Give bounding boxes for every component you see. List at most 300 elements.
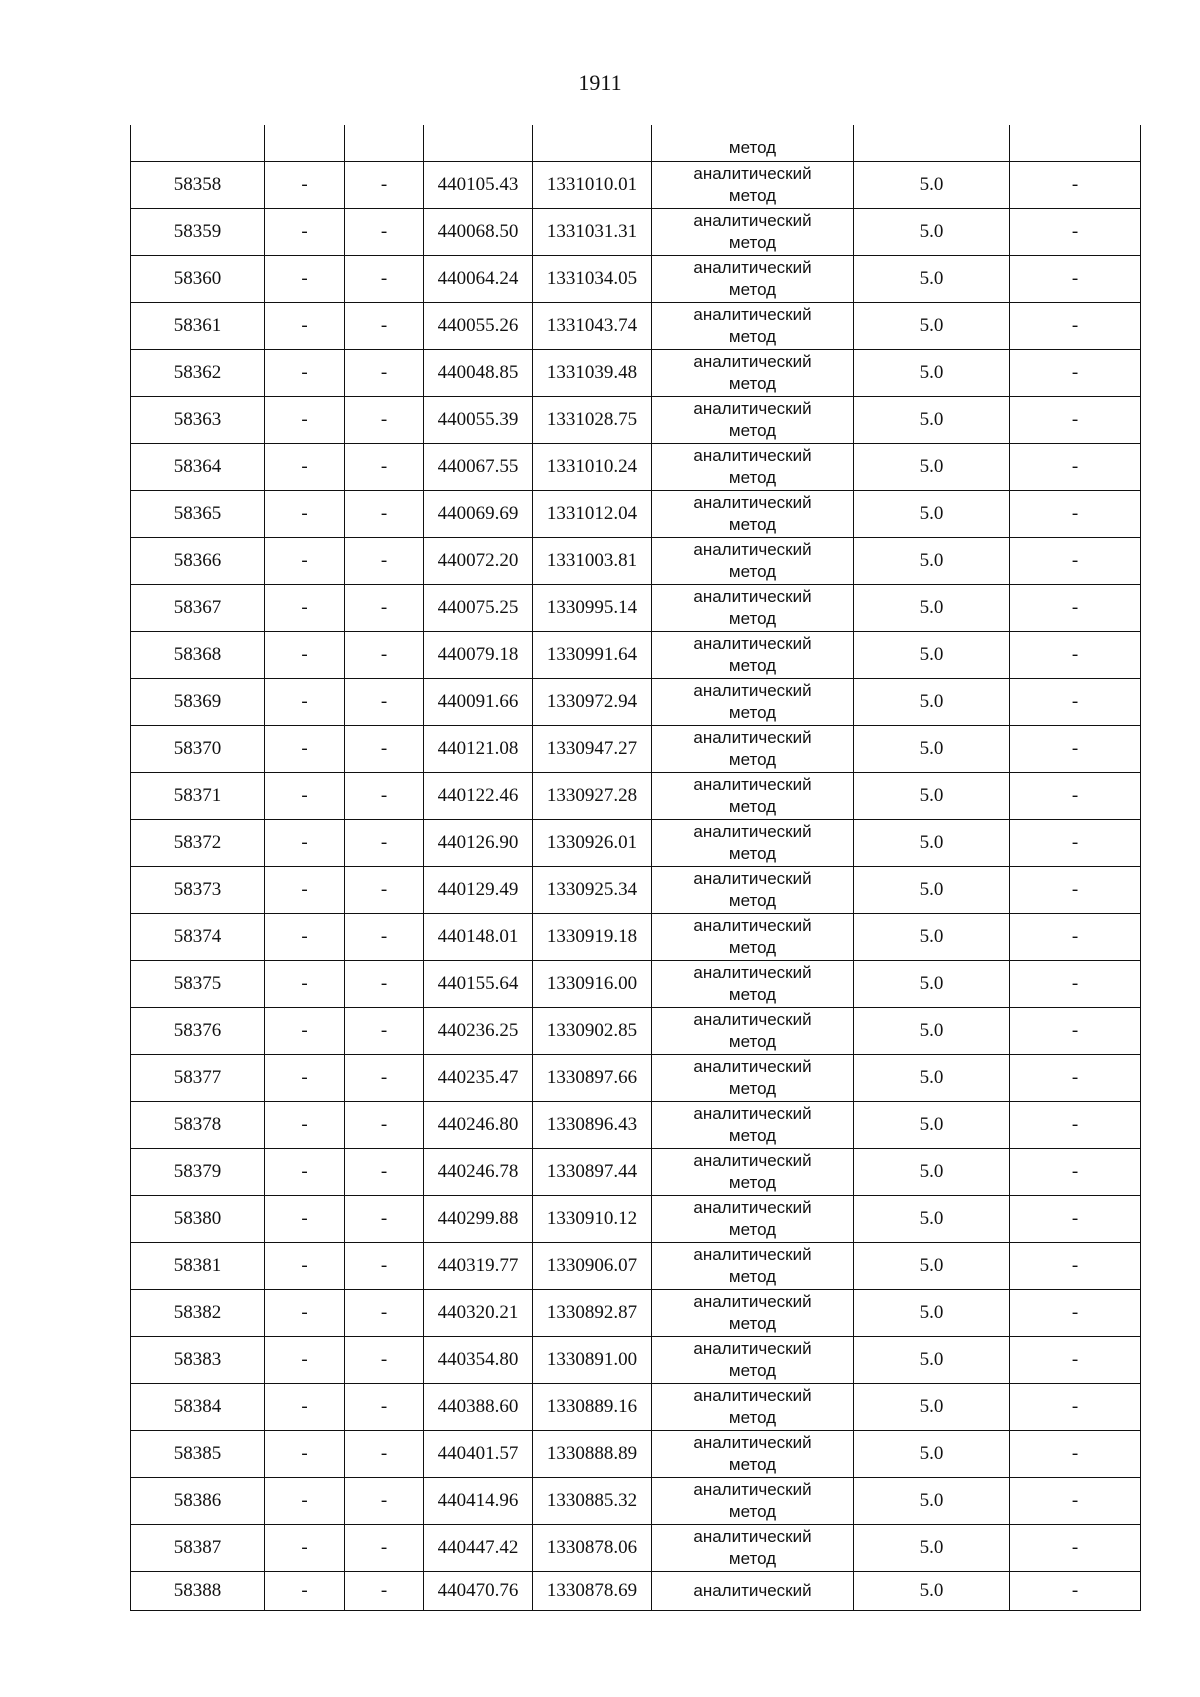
cell-y: 1330919.18	[533, 914, 652, 961]
cell-id: 58367	[131, 585, 265, 632]
cell-id: 58365	[131, 491, 265, 538]
cell-col2: -	[265, 1290, 345, 1337]
cell-method	[652, 820, 854, 867]
cell-method	[652, 1572, 854, 1611]
method-line-2: метод	[728, 797, 777, 816]
cell-y: 1330892.87	[533, 1290, 652, 1337]
cell-col2: -	[265, 726, 345, 773]
cell-col2: -	[265, 491, 345, 538]
cell-col8: -	[1010, 867, 1141, 914]
cell-col2: -	[265, 1055, 345, 1102]
cell-col2: -	[265, 350, 345, 397]
method-line-2: метод	[728, 1126, 777, 1145]
method-line-1: аналитический	[693, 822, 812, 841]
cell-col8: -	[1010, 1102, 1141, 1149]
cell-y: 1330906.07	[533, 1243, 652, 1290]
table-row	[131, 162, 1141, 209]
table-row	[131, 209, 1141, 256]
cell-col8: -	[1010, 961, 1141, 1008]
method-line-1: аналитический	[693, 305, 812, 324]
cell-col2: -	[265, 914, 345, 961]
cell-y: 1331034.05	[533, 256, 652, 303]
cell-id: 58360	[131, 256, 265, 303]
cell-id: 58382	[131, 1290, 265, 1337]
method-line-1: аналитический	[693, 1010, 812, 1029]
cell-x: 440067.55	[424, 444, 533, 491]
cell-method	[652, 1337, 854, 1384]
cell-x: 440048.85	[424, 350, 533, 397]
cell-id: 58370	[131, 726, 265, 773]
cell-y: 1331028.75	[533, 397, 652, 444]
table-body	[131, 125, 1141, 1611]
cell-id: 58378	[131, 1102, 265, 1149]
cell-col8: -	[1010, 444, 1141, 491]
cell-col2: -	[265, 1337, 345, 1384]
table-row	[131, 867, 1141, 914]
cell-y: 1331003.81	[533, 538, 652, 585]
method-line-1: аналитический	[693, 869, 812, 888]
cell-col2: -	[265, 1102, 345, 1149]
cell-method	[652, 209, 854, 256]
cell-col3: -	[345, 1149, 424, 1196]
cell-col8: -	[1010, 162, 1141, 209]
cell-method	[652, 1525, 854, 1572]
method-line-2: метод	[728, 656, 777, 675]
cell-col3: -	[345, 256, 424, 303]
cell-y: 1330925.34	[533, 867, 652, 914]
cell-col3: -	[345, 1243, 424, 1290]
cell-col3: -	[345, 538, 424, 585]
cell-y: 1331043.74	[533, 303, 652, 350]
method-line-2: метод	[728, 1361, 777, 1380]
cell-x: 440091.66	[424, 679, 533, 726]
method-line-2: метод	[728, 138, 777, 157]
cell-id: 58366	[131, 538, 265, 585]
cell-accuracy: 5.0	[854, 491, 1010, 538]
method-line-1: аналитический	[693, 1057, 812, 1076]
cell-col3: -	[345, 491, 424, 538]
cell-col2: -	[265, 1384, 345, 1431]
cell-y	[533, 125, 652, 162]
method-line-2: метод	[728, 844, 777, 863]
cell-accuracy: 5.0	[854, 397, 1010, 444]
cell-method	[652, 491, 854, 538]
cell-col3: -	[345, 867, 424, 914]
cell-y: 1330910.12	[533, 1196, 652, 1243]
table-row	[131, 491, 1141, 538]
cell-y: 1330888.89	[533, 1431, 652, 1478]
cell-col8: -	[1010, 1337, 1141, 1384]
cell-x: 440075.25	[424, 585, 533, 632]
cell-method	[652, 538, 854, 585]
cell-col3: -	[345, 585, 424, 632]
cell-col3: -	[345, 1572, 424, 1611]
cell-col2: -	[265, 585, 345, 632]
method-line-1: аналитический	[693, 1292, 812, 1311]
cell-col3: -	[345, 397, 424, 444]
cell-accuracy: 5.0	[854, 1431, 1010, 1478]
cell-col8: -	[1010, 350, 1141, 397]
table-row	[131, 914, 1141, 961]
cell-col2	[265, 125, 345, 162]
cell-col3: -	[345, 162, 424, 209]
cell-x: 440105.43	[424, 162, 533, 209]
table-row	[131, 585, 1141, 632]
cell-col2: -	[265, 1478, 345, 1525]
cell-col2: -	[265, 632, 345, 679]
table-row	[131, 632, 1141, 679]
table-row	[131, 1431, 1141, 1478]
cell-accuracy: 5.0	[854, 350, 1010, 397]
table-row	[131, 1055, 1141, 1102]
cell-accuracy: 5.0	[854, 444, 1010, 491]
cell-col2: -	[265, 397, 345, 444]
cell-col8: -	[1010, 256, 1141, 303]
cell-id: 58364	[131, 444, 265, 491]
method-line-1: аналитический	[693, 963, 812, 982]
cell-y: 1331039.48	[533, 350, 652, 397]
cell-col8: -	[1010, 303, 1141, 350]
method-line-2: метод	[728, 562, 777, 581]
cell-col8: -	[1010, 773, 1141, 820]
page-number: 1911	[578, 70, 622, 95]
cell-x: 440069.69	[424, 491, 533, 538]
method-line-2: метод	[728, 1079, 777, 1098]
cell-col2: -	[265, 820, 345, 867]
method-line-1: аналитический	[693, 352, 812, 371]
method-line-2: метод	[728, 374, 777, 393]
cell-col3: -	[345, 350, 424, 397]
cell-id: 58383	[131, 1337, 265, 1384]
cell-method	[652, 679, 854, 726]
cell-accuracy: 5.0	[854, 585, 1010, 632]
cell-accuracy: 5.0	[854, 303, 1010, 350]
cell-y: 1330926.01	[533, 820, 652, 867]
cell-y: 1330927.28	[533, 773, 652, 820]
cell-col3: -	[345, 726, 424, 773]
cell-y: 1330878.06	[533, 1525, 652, 1572]
table-row	[131, 1478, 1141, 1525]
cell-method	[652, 867, 854, 914]
cell-col2: -	[265, 867, 345, 914]
method-line-2: метод	[728, 1314, 777, 1333]
cell-col3: -	[345, 820, 424, 867]
method-line-2: метод	[728, 1220, 777, 1239]
cell-col8: -	[1010, 1243, 1141, 1290]
method-line-1: аналитический	[693, 164, 812, 183]
cell-id: 58385	[131, 1431, 265, 1478]
method-line-1: аналитический	[693, 493, 812, 512]
cell-x: 440148.01	[424, 914, 533, 961]
cell-accuracy	[854, 125, 1010, 162]
cell-col3: -	[345, 773, 424, 820]
table-row	[131, 1008, 1141, 1055]
cell-col3: -	[345, 1478, 424, 1525]
cell-id: 58387	[131, 1525, 265, 1572]
cell-accuracy: 5.0	[854, 1337, 1010, 1384]
cell-col2: -	[265, 1196, 345, 1243]
cell-accuracy: 5.0	[854, 632, 1010, 679]
cell-x: 440155.64	[424, 961, 533, 1008]
method-line-2: метод	[728, 1502, 777, 1521]
cell-id: 58379	[131, 1149, 265, 1196]
method-line-1: аналитический	[693, 1433, 812, 1452]
cell-x: 440079.18	[424, 632, 533, 679]
cell-method	[652, 303, 854, 350]
cell-id: 58386	[131, 1478, 265, 1525]
method-line-1: аналитический	[693, 1151, 812, 1170]
method-line-1: аналитический	[693, 1527, 812, 1546]
cell-x: 440068.50	[424, 209, 533, 256]
cell-col8: -	[1010, 585, 1141, 632]
cell-y: 1331010.01	[533, 162, 652, 209]
cell-accuracy: 5.0	[854, 1290, 1010, 1337]
cell-col2: -	[265, 256, 345, 303]
cell-col2: -	[265, 1243, 345, 1290]
cell-method	[652, 961, 854, 1008]
cell-y: 1330897.44	[533, 1149, 652, 1196]
cell-x: 440354.80	[424, 1337, 533, 1384]
method-line-1: аналитический	[693, 775, 812, 794]
cell-x: 440320.21	[424, 1290, 533, 1337]
table-row	[131, 256, 1141, 303]
cell-col8: -	[1010, 1572, 1141, 1611]
cell-x: 440246.80	[424, 1102, 533, 1149]
cell-id: 58375	[131, 961, 265, 1008]
cell-y: 1330995.14	[533, 585, 652, 632]
cell-method	[652, 125, 854, 162]
method-line-2: метод	[728, 233, 777, 252]
cell-accuracy: 5.0	[854, 961, 1010, 1008]
cell-col8: -	[1010, 1384, 1141, 1431]
cell-col3: -	[345, 1337, 424, 1384]
cell-accuracy: 5.0	[854, 1149, 1010, 1196]
table-row	[131, 1337, 1141, 1384]
table-row	[131, 773, 1141, 820]
cell-accuracy: 5.0	[854, 1572, 1010, 1611]
cell-accuracy: 5.0	[854, 1525, 1010, 1572]
cell-id: 58372	[131, 820, 265, 867]
method-line-2: метод	[728, 750, 777, 769]
cell-col8: -	[1010, 209, 1141, 256]
table-row	[131, 538, 1141, 585]
method-line-2: метод	[728, 609, 777, 628]
method-line-2: метод	[728, 1173, 777, 1192]
table-row	[131, 679, 1141, 726]
cell-y: 1330947.27	[533, 726, 652, 773]
cell-col3: -	[345, 303, 424, 350]
cell-y: 1330972.94	[533, 679, 652, 726]
cell-col3: -	[345, 1290, 424, 1337]
cell-accuracy: 5.0	[854, 1102, 1010, 1149]
cell-id: 58359	[131, 209, 265, 256]
cell-y: 1330902.85	[533, 1008, 652, 1055]
cell-x: 440072.20	[424, 538, 533, 585]
cell-accuracy: 5.0	[854, 914, 1010, 961]
cell-col8: -	[1010, 632, 1141, 679]
cell-method	[652, 1384, 854, 1431]
cell-method	[652, 726, 854, 773]
cell-y: 1330896.43	[533, 1102, 652, 1149]
cell-col2: -	[265, 1525, 345, 1572]
cell-col8: -	[1010, 1149, 1141, 1196]
method-line-2: метод	[728, 280, 777, 299]
cell-col8: -	[1010, 538, 1141, 585]
cell-method	[652, 1102, 854, 1149]
table-row	[131, 1196, 1141, 1243]
cell-x: 440388.60	[424, 1384, 533, 1431]
cell-x: 440055.39	[424, 397, 533, 444]
cell-id: 58374	[131, 914, 265, 961]
cell-col8: -	[1010, 914, 1141, 961]
cell-col8: -	[1010, 1525, 1141, 1572]
cell-col3: -	[345, 444, 424, 491]
cell-x: 440319.77	[424, 1243, 533, 1290]
cell-id: 58369	[131, 679, 265, 726]
cell-id: 58381	[131, 1243, 265, 1290]
method-line-1: аналитический	[693, 916, 812, 935]
cell-col8: -	[1010, 1008, 1141, 1055]
cell-x: 440122.46	[424, 773, 533, 820]
table-row	[131, 1102, 1141, 1149]
method-line-2: метод	[728, 1032, 777, 1051]
cell-method	[652, 162, 854, 209]
cell-method	[652, 1243, 854, 1290]
cell-y: 1330885.32	[533, 1478, 652, 1525]
cell-id: 58371	[131, 773, 265, 820]
table-row	[131, 726, 1141, 773]
method-line-1: аналитический	[693, 1480, 812, 1499]
cell-method	[652, 1196, 854, 1243]
cell-col3: -	[345, 961, 424, 1008]
table-row	[131, 1572, 1141, 1611]
method-line-1: аналитический	[693, 1198, 812, 1217]
cell-col2: -	[265, 538, 345, 585]
cell-y: 1330897.66	[533, 1055, 652, 1102]
method-line-1: аналитический	[693, 211, 812, 230]
cell-x: 440055.26	[424, 303, 533, 350]
method-line-2: метод	[728, 327, 777, 346]
cell-method	[652, 397, 854, 444]
cell-col2: -	[265, 1431, 345, 1478]
cell-y: 1330991.64	[533, 632, 652, 679]
cell-method	[652, 1431, 854, 1478]
table-row	[131, 397, 1141, 444]
cell-col3: -	[345, 679, 424, 726]
method-line-1: аналитический	[693, 1339, 812, 1358]
cell-id: 58368	[131, 632, 265, 679]
table-row	[131, 1243, 1141, 1290]
cell-col2: -	[265, 303, 345, 350]
cell-col3: -	[345, 1525, 424, 1572]
cell-method	[652, 585, 854, 632]
method-line-2: метод	[728, 703, 777, 722]
cell-x: 440129.49	[424, 867, 533, 914]
cell-col3: -	[345, 1055, 424, 1102]
table-row	[131, 1525, 1141, 1572]
continuation-row	[131, 125, 1141, 162]
method-line-1: аналитический	[693, 1245, 812, 1264]
cell-accuracy: 5.0	[854, 1384, 1010, 1431]
cell-col8: -	[1010, 820, 1141, 867]
method-line-2: метод	[728, 1408, 777, 1427]
cell-x	[424, 125, 533, 162]
table-row	[131, 1384, 1141, 1431]
cell-id: 58361	[131, 303, 265, 350]
cell-x: 440447.42	[424, 1525, 533, 1572]
cell-method	[652, 1055, 854, 1102]
cell-col3: -	[345, 1102, 424, 1149]
method-line-2: метод	[728, 186, 777, 205]
method-line-2: метод	[728, 515, 777, 534]
cell-y: 1331010.24	[533, 444, 652, 491]
cell-method	[652, 444, 854, 491]
cell-x: 440121.08	[424, 726, 533, 773]
cell-accuracy: 5.0	[854, 1478, 1010, 1525]
method-line-1: аналитический	[693, 258, 812, 277]
cell-col3: -	[345, 1008, 424, 1055]
cell-col3: -	[345, 914, 424, 961]
coordinates-table	[130, 125, 1141, 1611]
cell-accuracy: 5.0	[854, 773, 1010, 820]
method-line-1: аналитический	[693, 634, 812, 653]
cell-id: 58363	[131, 397, 265, 444]
method-line-1: аналитический	[693, 399, 812, 418]
cell-id	[131, 125, 265, 162]
table-row	[131, 820, 1141, 867]
cell-y: 1330878.69	[533, 1572, 652, 1611]
cell-col2: -	[265, 162, 345, 209]
cell-x: 440246.78	[424, 1149, 533, 1196]
cell-accuracy: 5.0	[854, 1055, 1010, 1102]
cell-col3	[345, 125, 424, 162]
cell-col3: -	[345, 1431, 424, 1478]
cell-id: 58373	[131, 867, 265, 914]
cell-y: 1331012.04	[533, 491, 652, 538]
table-row	[131, 303, 1141, 350]
method-line-1: аналитический	[693, 1581, 812, 1600]
cell-col3: -	[345, 1196, 424, 1243]
cell-method	[652, 256, 854, 303]
method-line-2: метод	[728, 938, 777, 957]
cell-col8: -	[1010, 1431, 1141, 1478]
cell-col2: -	[265, 1008, 345, 1055]
cell-id: 58380	[131, 1196, 265, 1243]
cell-x: 440470.76	[424, 1572, 533, 1611]
cell-method	[652, 1149, 854, 1196]
cell-col8: -	[1010, 397, 1141, 444]
table-row	[131, 444, 1141, 491]
cell-id: 58358	[131, 162, 265, 209]
cell-accuracy: 5.0	[854, 1243, 1010, 1290]
cell-x: 440236.25	[424, 1008, 533, 1055]
cell-col8: -	[1010, 1055, 1141, 1102]
cell-col2: -	[265, 444, 345, 491]
cell-method	[652, 350, 854, 397]
cell-col8: -	[1010, 491, 1141, 538]
cell-id: 58377	[131, 1055, 265, 1102]
cell-accuracy: 5.0	[854, 209, 1010, 256]
cell-col8: -	[1010, 1478, 1141, 1525]
cell-col3: -	[345, 1384, 424, 1431]
cell-col2: -	[265, 1149, 345, 1196]
cell-col3: -	[345, 632, 424, 679]
cell-accuracy: 5.0	[854, 1008, 1010, 1055]
method-line-2: метод	[728, 891, 777, 910]
cell-method	[652, 773, 854, 820]
cell-accuracy: 5.0	[854, 726, 1010, 773]
cell-id: 58384	[131, 1384, 265, 1431]
